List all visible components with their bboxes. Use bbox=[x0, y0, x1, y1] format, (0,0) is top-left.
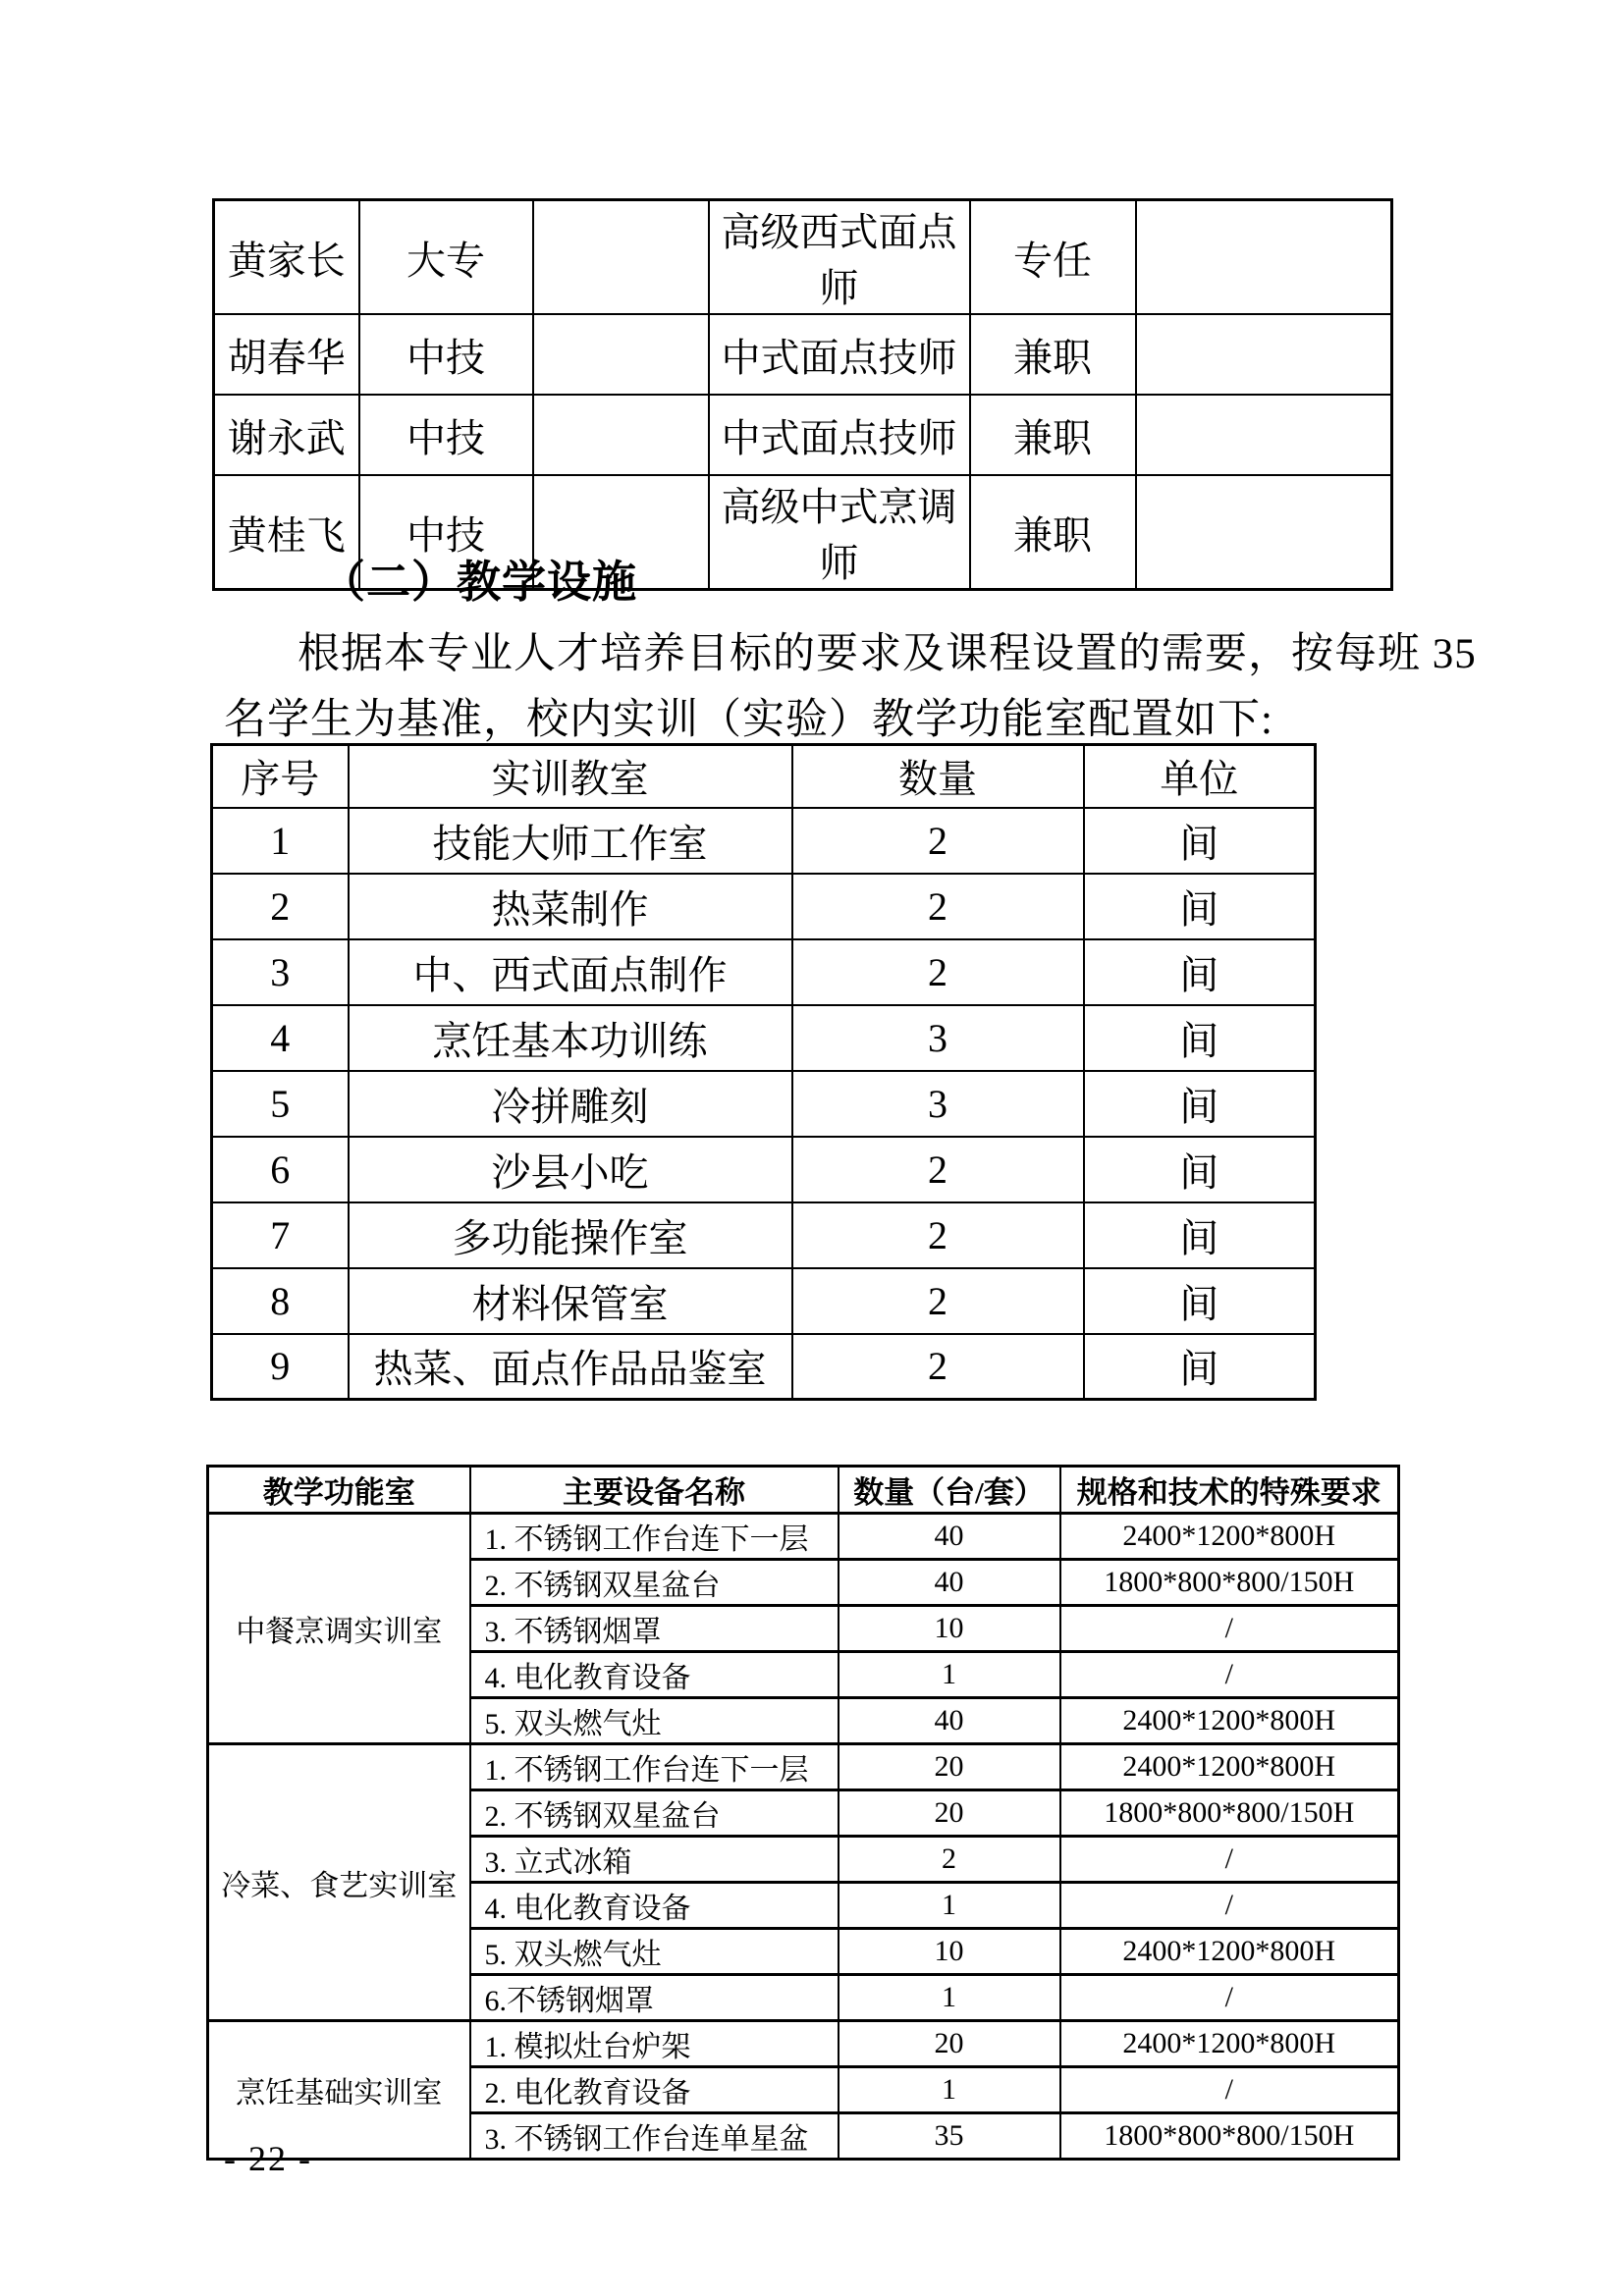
equipment-name: 5. 双头燃气灶 bbox=[470, 1698, 839, 1744]
table-row bbox=[208, 1744, 1399, 1790]
equipment-spec: / bbox=[1060, 1883, 1399, 1929]
table-row bbox=[214, 314, 1392, 395]
row-index: 5 bbox=[212, 1071, 349, 1137]
classroom-name: 热菜、面点作品品鉴室 bbox=[349, 1334, 792, 1400]
row-index: 2 bbox=[212, 874, 349, 939]
equipment-spec: / bbox=[1060, 1606, 1399, 1652]
equipment-name: 5. 双头燃气灶 bbox=[470, 1929, 839, 1975]
teacher-employment: 专任 bbox=[970, 200, 1136, 315]
column-header: 实训教室 bbox=[349, 745, 792, 808]
equipment-spec: 2400*1200*800H bbox=[1060, 2021, 1399, 2067]
classroom-quantity: 2 bbox=[792, 1334, 1084, 1400]
table-row bbox=[212, 1268, 1316, 1334]
classroom-name: 材料保管室 bbox=[349, 1268, 792, 1334]
teacher-education: 大专 bbox=[359, 200, 533, 315]
table-row bbox=[208, 2021, 1399, 2067]
classroom-table-body bbox=[212, 808, 1316, 1400]
equipment-name: 1. 模拟灶台炉架 bbox=[470, 2021, 839, 2067]
teacher-education: 中技 bbox=[359, 395, 533, 475]
table-row bbox=[212, 1005, 1316, 1071]
column-header: 数量 bbox=[792, 745, 1084, 808]
equipment-name: 3. 立式冰箱 bbox=[470, 1837, 839, 1883]
room-name: 烹饪基础实训室 bbox=[208, 2021, 470, 2160]
classroom-table bbox=[210, 743, 1317, 1401]
teacher-title: 高级中式烹调师 bbox=[709, 475, 970, 590]
row-index: 9 bbox=[212, 1334, 349, 1400]
table-row bbox=[212, 1334, 1316, 1400]
classroom-name: 多功能操作室 bbox=[349, 1202, 792, 1268]
equipment-name: 6.不锈钢烟罩 bbox=[470, 1975, 839, 2021]
table-row bbox=[212, 939, 1316, 1005]
classroom-name: 热菜制作 bbox=[349, 874, 792, 939]
paragraph-line-2: 名学生为基准，校内实训（实验）教学功能室配置如下: bbox=[224, 697, 1273, 743]
equipment-quantity: 20 bbox=[839, 1790, 1060, 1837]
classroom-quantity: 3 bbox=[792, 1071, 1084, 1137]
equipment-spec: / bbox=[1060, 2067, 1399, 2113]
teacher-name: 谢永武 bbox=[214, 395, 359, 475]
teacher-note bbox=[1136, 200, 1392, 315]
classroom-unit: 间 bbox=[1084, 874, 1316, 939]
column-header: 数量（台/套） bbox=[839, 1467, 1060, 1514]
classroom-unit: 间 bbox=[1084, 939, 1316, 1005]
teacher-title: 中式面点技师 bbox=[709, 395, 970, 475]
equipment-name: 2. 不锈钢双星盆台 bbox=[470, 1560, 839, 1606]
row-index: 4 bbox=[212, 1005, 349, 1071]
equipment-table bbox=[206, 1465, 1400, 2161]
classroom-quantity: 2 bbox=[792, 874, 1084, 939]
teacher-table-body bbox=[214, 200, 1392, 590]
table-row bbox=[212, 874, 1316, 939]
column-header: 教学功能室 bbox=[208, 1467, 470, 1514]
equipment-spec: 1800*800*800/150H bbox=[1060, 1790, 1399, 1837]
teacher-empty bbox=[533, 395, 709, 475]
teacher-note bbox=[1136, 395, 1392, 475]
equipment-spec: 2400*1200*800H bbox=[1060, 1514, 1399, 1560]
classroom-table-head bbox=[212, 745, 1316, 808]
column-header: 单位 bbox=[1084, 745, 1316, 808]
teacher-name: 黄家长 bbox=[214, 200, 359, 315]
classroom-quantity: 2 bbox=[792, 1268, 1084, 1334]
equipment-name: 4. 电化教育设备 bbox=[470, 1883, 839, 1929]
equipment-quantity: 1 bbox=[839, 1652, 1060, 1698]
equipment-spec: 2400*1200*800H bbox=[1060, 1744, 1399, 1790]
column-header: 序号 bbox=[212, 745, 349, 808]
equipment-name: 4. 电化教育设备 bbox=[470, 1652, 839, 1698]
classroom-name: 中、西式面点制作 bbox=[349, 939, 792, 1005]
equipment-spec: 2400*1200*800H bbox=[1060, 1698, 1399, 1744]
equipment-name: 1. 不锈钢工作台连下一层 bbox=[470, 1744, 839, 1790]
classroom-unit: 间 bbox=[1084, 1137, 1316, 1202]
column-header: 主要设备名称 bbox=[470, 1467, 839, 1514]
section-heading: （二）教学设施 bbox=[321, 558, 638, 607]
classroom-unit: 间 bbox=[1084, 808, 1316, 874]
table-row bbox=[212, 745, 1316, 808]
table-row bbox=[212, 1137, 1316, 1202]
row-index: 1 bbox=[212, 808, 349, 874]
row-index: 8 bbox=[212, 1268, 349, 1334]
table-row bbox=[212, 1202, 1316, 1268]
teacher-employment: 兼职 bbox=[970, 395, 1136, 475]
equipment-quantity: 35 bbox=[839, 2113, 1060, 2160]
equipment-name: 3. 不锈钢烟罩 bbox=[470, 1606, 839, 1652]
equipment-quantity: 10 bbox=[839, 1606, 1060, 1652]
classroom-quantity: 2 bbox=[792, 808, 1084, 874]
equipment-name: 2. 不锈钢双星盆台 bbox=[470, 1790, 839, 1837]
equipment-spec: 1800*800*800/150H bbox=[1060, 2113, 1399, 2160]
equipment-quantity: 40 bbox=[839, 1560, 1060, 1606]
equipment-spec: 2400*1200*800H bbox=[1060, 1929, 1399, 1975]
row-index: 7 bbox=[212, 1202, 349, 1268]
equipment-quantity: 10 bbox=[839, 1929, 1060, 1975]
column-header: 规格和技术的特殊要求 bbox=[1060, 1467, 1399, 1514]
row-index: 6 bbox=[212, 1137, 349, 1202]
row-index: 3 bbox=[212, 939, 349, 1005]
table-row bbox=[212, 808, 1316, 874]
equipment-quantity: 40 bbox=[839, 1698, 1060, 1744]
table-row bbox=[214, 395, 1392, 475]
equipment-spec: / bbox=[1060, 1652, 1399, 1698]
room-name: 中餐烹调实训室 bbox=[208, 1514, 470, 1744]
equipment-spec: / bbox=[1060, 1837, 1399, 1883]
teacher-education: 中技 bbox=[359, 314, 533, 395]
classroom-unit: 间 bbox=[1084, 1071, 1316, 1137]
equipment-quantity: 1 bbox=[839, 1883, 1060, 1929]
teacher-employment: 兼职 bbox=[970, 314, 1136, 395]
teacher-employment: 兼职 bbox=[970, 475, 1136, 590]
equipment-name: 2. 电化教育设备 bbox=[470, 2067, 839, 2113]
equipment-quantity: 1 bbox=[839, 1975, 1060, 2021]
classroom-unit: 间 bbox=[1084, 1202, 1316, 1268]
teacher-name: 黄桂飞 bbox=[214, 475, 359, 590]
room-name: 冷菜、食艺实训室 bbox=[208, 1744, 470, 2021]
equipment-name: 1. 不锈钢工作台连下一层 bbox=[470, 1514, 839, 1560]
classroom-unit: 间 bbox=[1084, 1334, 1316, 1400]
teacher-table bbox=[212, 198, 1393, 591]
table-row bbox=[208, 1467, 1399, 1514]
classroom-name: 沙县小吃 bbox=[349, 1137, 792, 1202]
equipment-quantity: 1 bbox=[839, 2067, 1060, 2113]
teacher-title: 中式面点技师 bbox=[709, 314, 970, 395]
teacher-title: 高级西式面点师 bbox=[709, 200, 970, 315]
equipment-table-body bbox=[208, 1514, 1399, 2160]
table-row bbox=[212, 1071, 1316, 1137]
equipment-quantity: 20 bbox=[839, 1744, 1060, 1790]
teacher-empty bbox=[533, 314, 709, 395]
table-row bbox=[208, 1514, 1399, 1560]
classroom-quantity: 2 bbox=[792, 939, 1084, 1005]
equipment-quantity: 40 bbox=[839, 1514, 1060, 1560]
equipment-quantity: 20 bbox=[839, 2021, 1060, 2067]
teacher-note bbox=[1136, 475, 1392, 590]
teacher-note bbox=[1136, 314, 1392, 395]
table-row bbox=[214, 200, 1392, 315]
equipment-table-head bbox=[208, 1467, 1399, 1514]
equipment-quantity: 2 bbox=[839, 1837, 1060, 1883]
equipment-spec: / bbox=[1060, 1975, 1399, 2021]
teacher-name: 胡春华 bbox=[214, 314, 359, 395]
equipment-name: 3. 不锈钢工作台连单星盆 bbox=[470, 2113, 839, 2160]
classroom-quantity: 3 bbox=[792, 1005, 1084, 1071]
classroom-quantity: 2 bbox=[792, 1137, 1084, 1202]
teacher-education: 中技 bbox=[359, 475, 533, 590]
classroom-name: 烹饪基本功训练 bbox=[349, 1005, 792, 1071]
classroom-unit: 间 bbox=[1084, 1005, 1316, 1071]
classroom-unit: 间 bbox=[1084, 1268, 1316, 1334]
equipment-spec: 1800*800*800/150H bbox=[1060, 1560, 1399, 1606]
paragraph-line-1: 根据本专业人才培养目标的要求及课程设置的需要，按每班 35 bbox=[298, 631, 1477, 677]
classroom-quantity: 2 bbox=[792, 1202, 1084, 1268]
classroom-name: 技能大师工作室 bbox=[349, 808, 792, 874]
teacher-empty bbox=[533, 200, 709, 315]
classroom-name: 冷拼雕刻 bbox=[349, 1071, 792, 1137]
page-number: - 22 - bbox=[224, 2139, 312, 2178]
